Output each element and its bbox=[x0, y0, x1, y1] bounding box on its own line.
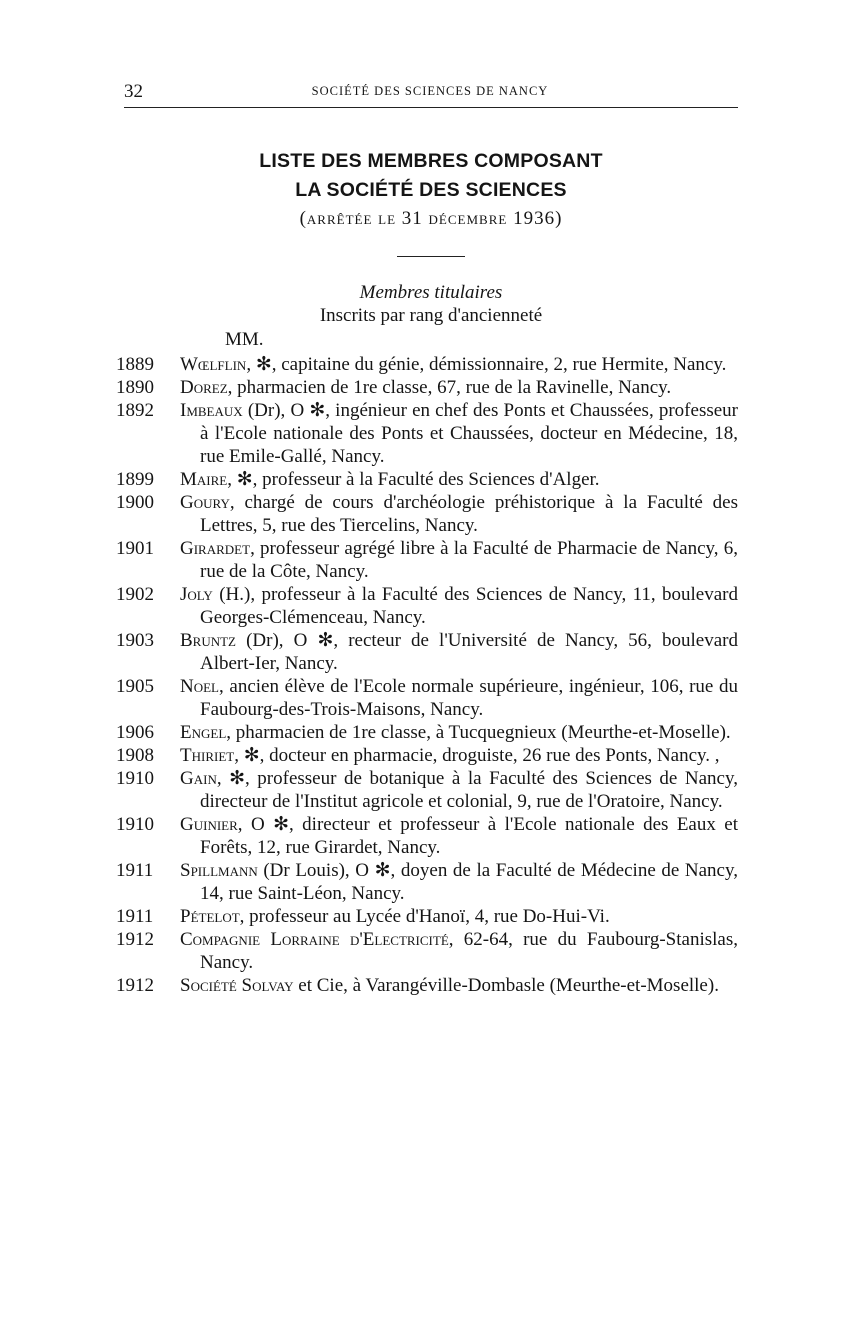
member-year: 1910 bbox=[116, 768, 154, 789]
member-text bbox=[180, 583, 738, 629]
member-entry bbox=[116, 721, 738, 744]
member-entry bbox=[116, 537, 738, 583]
member-details: et Cie, à Varangéville-Dombasle (Meurthe-et-Moselle). bbox=[293, 975, 719, 996]
member-name: Joly bbox=[180, 584, 213, 605]
member-text bbox=[180, 399, 738, 468]
list-title-line-1: LISTE DES MEMBRES COMPOSANT bbox=[259, 150, 603, 172]
member-year: 1910 bbox=[116, 814, 154, 835]
member-name: Maire bbox=[180, 469, 228, 490]
page-number: 32 bbox=[124, 81, 143, 102]
member-name: Pételot bbox=[180, 906, 240, 927]
member-year: 1908 bbox=[116, 745, 154, 766]
member-details: , pharmacien de 1re classe, 67, rue de la Ravinelle, Nancy. bbox=[227, 377, 672, 398]
member-name: Société Solvay bbox=[180, 975, 294, 996]
list-title-line-2: LA SOCIÉTÉ DES SCIENCES bbox=[295, 179, 567, 201]
member-year: 1899 bbox=[116, 469, 154, 490]
member-entry bbox=[116, 491, 738, 537]
member-year: 1911 bbox=[116, 906, 154, 927]
member-entry bbox=[116, 399, 738, 468]
member-entry bbox=[116, 859, 738, 905]
member-name: Bruntz bbox=[180, 630, 237, 651]
member-year: 1889 bbox=[116, 354, 154, 375]
salutation: MM. bbox=[225, 329, 264, 350]
member-name: Engel bbox=[180, 722, 227, 743]
member-text bbox=[180, 468, 738, 491]
member-name: Gain bbox=[180, 768, 217, 789]
journal-title: SOCIÉTÉ DES SCIENCES DE NANCY bbox=[311, 84, 549, 98]
member-text bbox=[180, 376, 738, 399]
member-details: , professeur agrégé libre à la Faculté de Pharmacie de Nancy, 6, rue de la Côte, Nancy. bbox=[200, 538, 738, 582]
member-text bbox=[180, 744, 738, 767]
member-text bbox=[180, 629, 738, 675]
member-name: Girardet bbox=[180, 538, 251, 559]
member-name: Spillmann bbox=[180, 860, 258, 881]
member-details: , ✻, docteur en pharmacie, droguiste, 26 rue des Ponts, Nancy. , bbox=[234, 745, 720, 766]
member-text bbox=[180, 928, 738, 974]
member-name: Wœlflin bbox=[180, 354, 247, 375]
member-text bbox=[180, 905, 738, 928]
member-entry bbox=[116, 767, 738, 813]
member-entry bbox=[116, 675, 738, 721]
member-details: , ✻, professeur à la Faculté des Sciences d'Alger. bbox=[227, 469, 600, 490]
member-text bbox=[180, 859, 738, 905]
member-entry bbox=[116, 928, 738, 974]
member-list bbox=[116, 353, 738, 997]
member-name: Thiriet bbox=[180, 745, 235, 766]
member-details: , ancien élève de l'Ecole normale supérieure, ingénieur, 106, rue du Faubourg-des-Trois-Maisons, Nancy. bbox=[200, 676, 738, 720]
member-text bbox=[180, 675, 738, 721]
member-year: 1912 bbox=[116, 929, 154, 950]
member-name: Noel bbox=[180, 676, 219, 697]
member-name: Dorez bbox=[180, 377, 228, 398]
member-details: , professeur au Lycée d'Hanoï, 4, rue Do-Hui-Vi. bbox=[239, 906, 610, 927]
member-year: 1900 bbox=[116, 492, 154, 513]
member-name: Guinier bbox=[180, 814, 238, 835]
member-entry bbox=[116, 813, 738, 859]
member-year: 1890 bbox=[116, 377, 154, 398]
member-entry bbox=[116, 629, 738, 675]
member-details: , O ✻, directeur et professeur à l'Ecole nationale des Eaux et Forêts, 12, rue Girardet, Nancy. bbox=[200, 814, 738, 858]
member-name: Imbeaux bbox=[180, 400, 243, 421]
member-text bbox=[180, 721, 738, 744]
section-subtitle: Inscrits par rang d'ancienneté bbox=[319, 305, 543, 326]
member-year: 1901 bbox=[116, 538, 154, 559]
member-year: 1892 bbox=[116, 400, 154, 421]
running-head bbox=[124, 81, 736, 101]
member-year: 1906 bbox=[116, 722, 154, 743]
member-details: , pharmacien de 1re classe, à Tucquegnieux (Meurthe-et-Moselle). bbox=[226, 722, 731, 743]
member-text bbox=[180, 537, 738, 583]
member-text bbox=[180, 813, 738, 859]
member-entry bbox=[116, 583, 738, 629]
member-entry bbox=[116, 974, 738, 997]
member-entry bbox=[116, 468, 738, 491]
member-year: 1905 bbox=[116, 676, 154, 697]
member-text bbox=[180, 491, 738, 537]
member-text bbox=[180, 767, 738, 813]
member-details: (Dr), O ✻, ingénieur en chef des Ponts et Chaussées, professeur à l'Ecole nationale des Ponts et Chaussées, docteur en Médecine, 18, rue Emile-Gallé, Nancy. bbox=[200, 400, 738, 467]
member-entry bbox=[116, 376, 738, 399]
member-name: Goury bbox=[180, 492, 230, 513]
member-details: , chargé de cours d'archéologie préhistorique à la Faculté des Lettres, 5, rue des Tiercelins, Nancy. bbox=[200, 492, 738, 536]
member-year: 1912 bbox=[116, 975, 154, 996]
member-entry bbox=[116, 744, 738, 767]
header-rule bbox=[124, 107, 738, 108]
member-details: , ✻, professeur de botanique à la Faculté des Sciences de Nancy, directeur de l'Institut agricole et colonial, 9, rue de l'Oratoire, Nancy. bbox=[200, 768, 738, 812]
member-details: (Dr), O ✻, recteur de l'Université de Nancy, 56, boulevard Albert-Ier, Nancy. bbox=[200, 630, 738, 674]
member-text bbox=[180, 974, 738, 997]
member-year: 1902 bbox=[116, 584, 154, 605]
member-details: (H.), professeur à la Faculté des Sciences de Nancy, 11, boulevard Georges-Clémenceau, Nancy. bbox=[200, 584, 738, 628]
member-details: , 62-64, rue du Faubourg-Stanislas, Nancy. bbox=[200, 929, 738, 973]
member-details: (Dr Louis), O ✻, doyen de la Faculté de Médecine de Nancy, 14, rue Saint-Léon, Nancy. bbox=[200, 860, 738, 904]
member-entry bbox=[116, 905, 738, 928]
title-divider bbox=[397, 256, 465, 257]
member-year: 1911 bbox=[116, 860, 154, 881]
section-title: Membres titulaires bbox=[359, 282, 503, 303]
member-year: 1903 bbox=[116, 630, 154, 651]
member-entry bbox=[116, 353, 738, 376]
list-dateline: (arrêtée le 31 décembre 1936) bbox=[299, 208, 563, 229]
member-name: Compagnie Lorraine d'Electricité bbox=[180, 929, 449, 950]
member-details: , ✻, capitaine du génie, démissionnaire, 2, rue Hermite, Nancy. bbox=[246, 354, 727, 375]
member-text bbox=[180, 353, 738, 376]
